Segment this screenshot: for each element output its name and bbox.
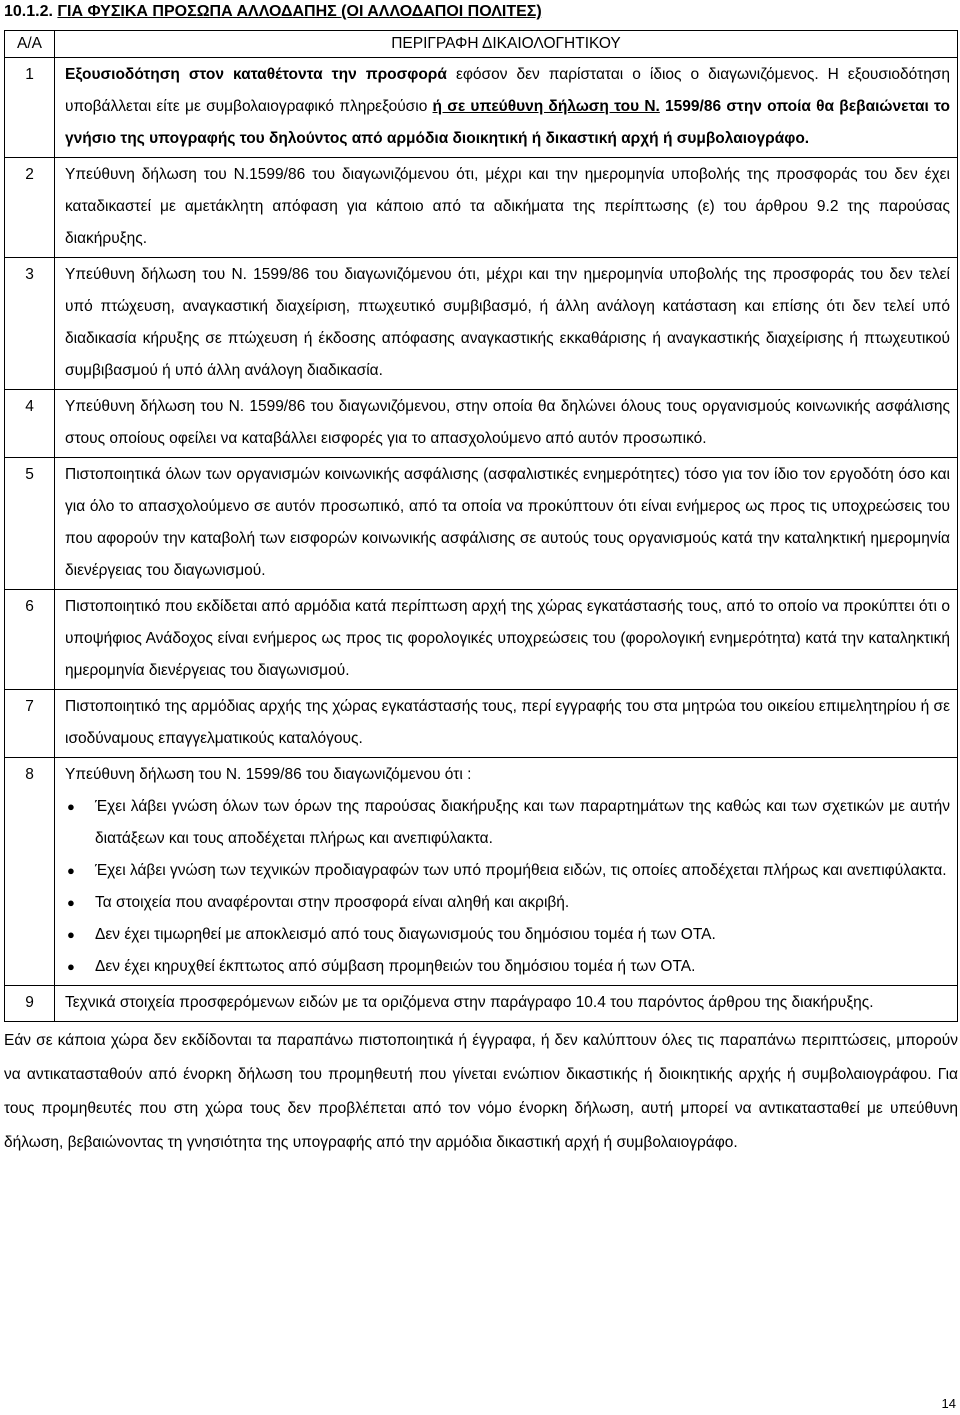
row-number: 1 [5,58,55,158]
section-title: ΓΙΑ ΦΥΣΙΚΑ ΠΡΟΣΩΠΑ ΑΛΛΟΔΑΠΗΣ (ΟΙ ΑΛΛΟΔΑΠΟΙ ΠΟΛΙΤΕΣ) [57,3,542,20]
row-number: 9 [5,986,55,1022]
declaration-intro: Υπεύθυνη δήλωση του Ν. 1599/86 του διαγωνιζόμενου ότι : [65,766,472,783]
table-row [5,758,958,986]
row-number: 4 [5,390,55,458]
documents-table [4,30,958,1022]
row-description [55,58,958,158]
declaration-bullet-list [65,791,950,983]
row-description [55,758,958,986]
bullet-icon: ● [67,927,75,942]
row-number: 3 [5,258,55,390]
page-number: 14 [941,1396,956,1411]
list-item [65,791,950,855]
section-heading [4,0,958,30]
row-number: 6 [5,590,55,690]
list-item-text: Δεν έχει τιμωρηθεί με αποκλεισμό από τους διαγωνισμούς του δημόσιου τομέα ή των ΟΤΑ. [95,926,716,943]
list-item [65,919,950,951]
row-number: 5 [5,458,55,590]
table-row [5,58,958,158]
table-row [5,390,958,458]
list-item-text: Δεν έχει κηρυχθεί έκπτωτος από σύμβαση προμηθειών του δημόσιου τομέα ή των ΟΤΑ. [95,958,696,975]
list-item [65,887,950,919]
section-number: 10.1.2. [4,3,53,20]
list-item-text: Τα στοιχεία που αναφέρονται στην προσφορά είναι αληθή και ακριβή. [95,894,570,911]
table-header-row [5,31,958,58]
column-header-description: ΠΕΡΙΓΡΑΦΗ ΔΙΚΑΙΟΛΟΓΗΤΙΚΟΥ [55,31,958,58]
closing-paragraph: Εάν σε κάποια χώρα δεν εκδίδονται τα παραπάνω πιστοποιητικά ή έγγραφα, ή δεν καλύπτουν όλες τις παραπάνω περιπτώσεις, μπορούν να αντικατασταθούν από ένορκη δήλωση του προμηθευτή που γίνεται ενώπιον δικαστικής ή διοικητικής αρχής ή συμβολαιογράφου. Για τους προμηθευτές που στη χώρα τους δεν προβλέπεται από τον νόμο ένορκη δήλωση, αυτή μπορεί να αντικατασταθεί με υπεύθυνη δήλωση, βεβαιώνοντας τη γνησιότητα της υπογραφής από την αρμόδια δικαστική αρχή ή συμβολαιογράφο. [4,1032,958,1151]
row-description: Τεχνικά στοιχεία προσφερόμενων ειδών με τα οριζόμενα στην παράγραφο 10.4 του παρόντος άρθρου της διακήρυξης. [55,986,958,1022]
table-row [5,690,958,758]
row-number: 2 [5,158,55,258]
row-description: Υπεύθυνη δήλωση του Ν.1599/86 του διαγωνιζόμενου ότι, μέχρι και την ημερομηνία υποβολής της προσφοράς του δεν έχει καταδικαστεί με αμετάκλητη απόφαση για κάποιο από τα αδικήματα της περίπτωσης (ε) του άρθρου 9.2 της παρούσας διακήρυξης. [55,158,958,258]
column-header-number: Α/Α [5,31,55,58]
row-description: Υπεύθυνη δήλωση του Ν. 1599/86 του διαγωνιζόμενου ότι, μέχρι και την ημερομηνία υποβολής της προσφοράς του δεν τελεί υπό πτώχευση, αναγκαστική διαχείριση, πτωχευτικό συμβιβασμό, ή άλλη ανάλογη κατάσταση και επίσης ότι δεν τελεί υπό διαδικασία κήρυξης σε πτώχευση ή έκδοσης απόφασης αναγκαστικής εκκαθάρισης ή αναγκαστικής διαχείρισης ή πτωχευτικού συμβιβασμού ή υπό άλλη ανάλογη διαδικασία. [55,258,958,390]
bullet-icon: ● [67,895,75,910]
list-item [65,855,950,887]
underlined-text: ή σε υπεύθυνη δήλωση του Ν. [432,98,660,115]
bold-text: Εξουσιοδότηση στον καταθέτοντα την προσφορά [65,66,447,83]
list-item-text: Έχει λάβει γνώση όλων των όρων της παρούσας διακήρυξης και των παραρτημάτων της καθώς και των σχετικών με αυτήν διατάξεων και τους αποδέχεται πλήρως και ανεπιφύλακτα. [95,798,950,847]
plain-text: εφόσον δεν παρίσταται ο ίδιος ο διαγωνιζόμενος. Η εξουσιοδότηση υποβάλλεται είτε με συμβολαιογραφικό πληρεξούσιο [65,66,950,115]
row-description: Πιστοποιητικό της αρμόδιας αρχής της χώρας εγκατάστασής τους, περί εγγραφής του στα μητρώα του οικείου επιμελητηρίου ή σε ισοδύναμους επαγγελματικούς καταλόγους. [55,690,958,758]
bullet-icon: ● [67,959,75,974]
row-description: Πιστοποιητικό που εκδίδεται από αρμόδια κατά περίπτωση αρχή της χώρας εγκατάστασής τους, από το οποίο να προκύπτει ότι ο υποψήφιος Ανάδοχος είναι ενήμερος ως προς τις φορολογικές υποχρεώσεις του (φορολογική ενημερότητα) κατά την καταληκτική ημερομηνία διενέργειας του διαγωνισμού. [55,590,958,690]
table-row [5,158,958,258]
table-row [5,590,958,690]
table-row [5,458,958,590]
bold-text: 1599/86 στην οποία θα βεβαιώνεται το γνήσιο της υπογραφής του δηλούντος από αρμόδια διοικητική ή δικαστική αρχή ή συμβολαιογράφο. [65,98,950,147]
table-row [5,986,958,1022]
list-item-text: Έχει λάβει γνώση των τεχνικών προδιαγραφών των υπό προμήθεια ειδών, τις οποίες αποδέχεται πλήρως και ανεπιφύλακτα. [95,862,947,879]
document-page [4,0,958,1160]
row-description: Πιστοποιητικά όλων των οργανισμών κοινωνικής ασφάλισης (ασφαλιστικές ενημερότητες) τόσο για τον ίδιο τον εργοδότη όσο και για όλο το απασχολούμενο σε αυτόν προσωπικό, από τα οποία να προκύπτουν ότι είναι ενήμερος ως προς τις υποχρεώσεις του που αφορούν την καταβολή των εισφορών κοινωνικής ασφάλισης σε αυτούς τους οργανισμούς κατά την καταληκτική ημερομηνία διενέργειας του διαγωνισμού. [55,458,958,590]
table-row [5,258,958,390]
bullet-icon: ● [67,863,75,878]
list-item [65,951,950,983]
row-number: 8 [5,758,55,986]
row-number: 7 [5,690,55,758]
bullet-icon: ● [67,799,75,814]
row-description: Υπεύθυνη δήλωση του Ν. 1599/86 του διαγωνιζόμενου, στην οποία θα δηλώνει όλους τους οργανισμούς κοινωνικής ασφάλισης στους οποίους οφείλει να καταβάλλει εισφορές για το απασχολούμενο από αυτόν προσωπικό. [55,390,958,458]
